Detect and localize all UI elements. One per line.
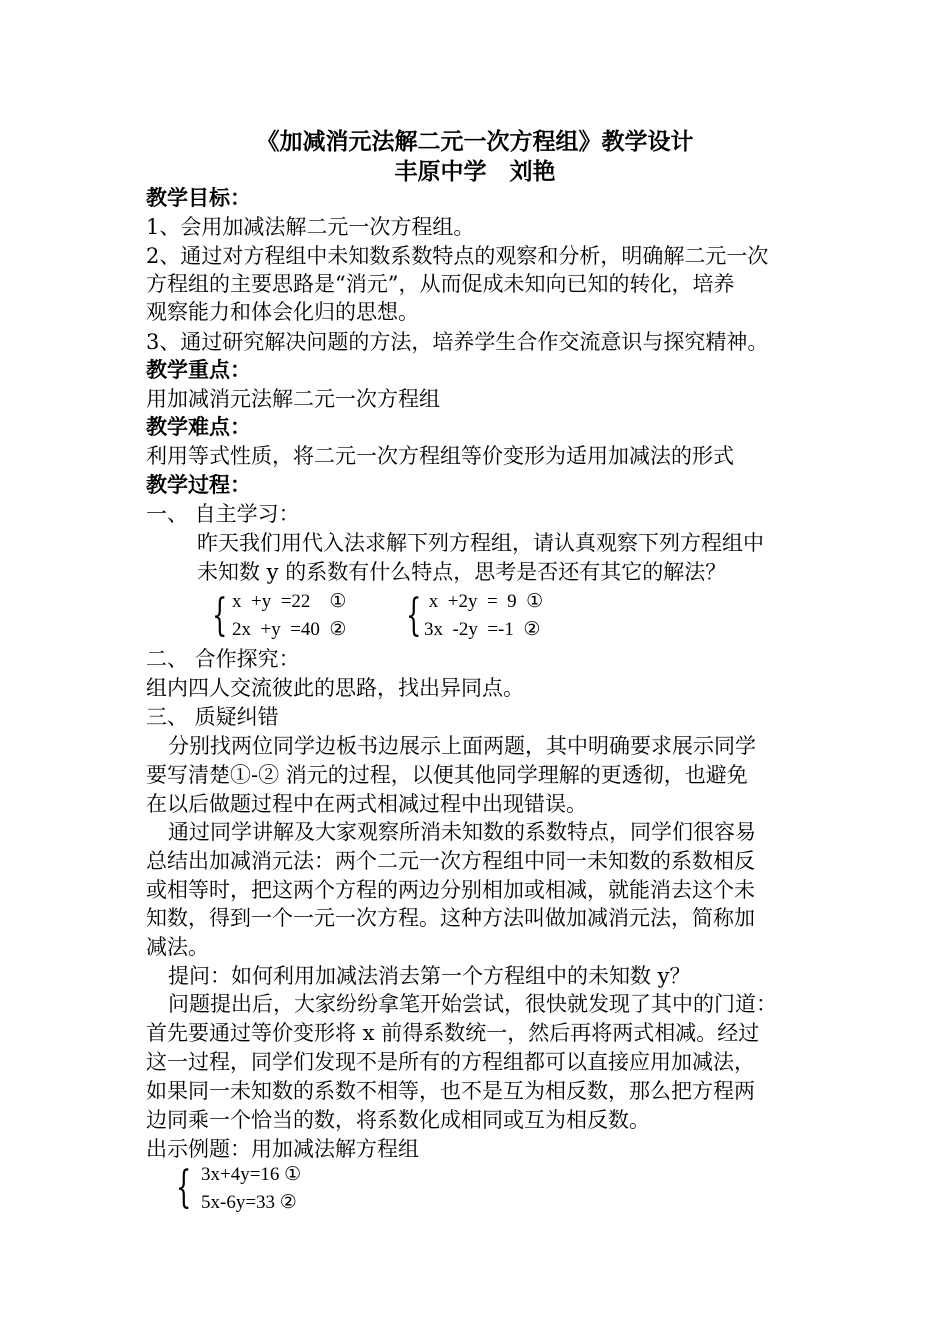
- equation: x +2y = 9 ①: [424, 591, 544, 612]
- equation: 3x -2y =-1 ②: [424, 619, 541, 640]
- equation: 3x+4y=16 ①: [201, 1164, 302, 1185]
- step1-heading: 一、 自主学习：: [146, 502, 300, 526]
- paragraph-line: 分别找两位同学边板书边展示上面两题，其中明确要求展示同学: [168, 734, 756, 758]
- difficulty-text: 利用等式性质，将二元一次方程组等价变形为适用加减法的形式: [146, 444, 734, 468]
- objective-line: 观察能力和体会化归的思想。: [146, 300, 419, 324]
- left-brace-icon: {: [176, 1162, 192, 1213]
- paragraph-line: 首先要通过等价变形将 x 前得系数统一，然后再将两式相减。经过: [146, 1021, 760, 1045]
- objective-line: 1、会用加减法解二元一次方程组。: [146, 215, 475, 239]
- process-heading: 教学过程：: [146, 472, 251, 497]
- paragraph-line: 知数，得到一个一元一次方程。这种方法叫做加减消元法，简称加: [146, 906, 755, 930]
- example-intro: 出示例题：用加减法解方程组: [146, 1137, 419, 1161]
- paragraph-line: 在以后做题过程中在两式相减过程中出现错误。: [146, 792, 587, 816]
- objective-line: 2、通过对方程组中未知数系数特点的观察和分析，明确解二元一次: [146, 244, 769, 268]
- paragraph-line: 问题提出后，大家纷纷拿笔开始尝试，很快就发现了其中的门道：: [168, 992, 777, 1016]
- paragraph-line: 总结出加减消元法：两个二元一次方程组中同一未知数的系数相反: [146, 849, 755, 873]
- question-line: 提问：如何利用加减法消去第一个方程组中的未知数 y？: [168, 964, 691, 988]
- paragraph-line: 如果同一未知数的系数不相等，也不是互为相反数，那么把方程两: [146, 1079, 755, 1103]
- step2-text: 组内四人交流彼此的思路，找出异同点。: [146, 676, 524, 700]
- document-title: 《加减消元法解二元一次方程组》教学设计: [256, 128, 694, 155]
- key-point-text: 用加减消元法解二元一次方程组: [146, 387, 440, 411]
- key-point-heading: 教学重点：: [146, 357, 251, 382]
- paragraph-line: 或相等时，把这两个方程的两边分别相加或相减，就能消去这个未: [146, 878, 755, 902]
- objective-line: 3、通过研究解决问题的方法，培养学生合作交流意识与探究精神。: [146, 330, 769, 354]
- step1-line: 未知数 y 的系数有什么特点，思考是否还有其它的解法？: [197, 560, 727, 584]
- paragraph-line: 这一过程，同学们发现不是所有的方程组都可以直接应用加减法，: [146, 1050, 755, 1074]
- step3-heading: 三、 质疑纠错: [146, 705, 279, 729]
- objectives-heading: 教学目标：: [146, 185, 251, 210]
- paragraph-line: 边同乘一个恰当的数，将系数化成相同或互为相反数。: [146, 1108, 650, 1132]
- paragraph-line: 通过同学讲解及大家观察所消未知数的系数特点，同学们很容易: [168, 820, 756, 844]
- equation: 2x +y =40 ②: [232, 619, 347, 640]
- objective-line: 方程组的主要思路是“消元”，从而促成未知向已知的转化，培养: [146, 272, 735, 296]
- paragraph-line: 减法。: [146, 935, 209, 959]
- difficulty-heading: 教学难点：: [146, 414, 251, 439]
- equation: x +y =22 ①: [232, 591, 347, 612]
- document-author: 丰原中学 刘艳: [394, 158, 556, 185]
- equation: 5x-6y=33 ②: [201, 1192, 297, 1213]
- step2-heading: 二、 合作探究：: [146, 647, 300, 671]
- paragraph-line: 要写清楚①-② 消元的过程，以便其他同学理解的更透彻，也避免: [146, 763, 748, 787]
- left-brace-icon: {: [406, 590, 422, 641]
- left-brace-icon: {: [212, 590, 228, 641]
- step1-line: 昨天我们用代入法求解下列方程组，请认真观察下列方程组中: [197, 531, 764, 555]
